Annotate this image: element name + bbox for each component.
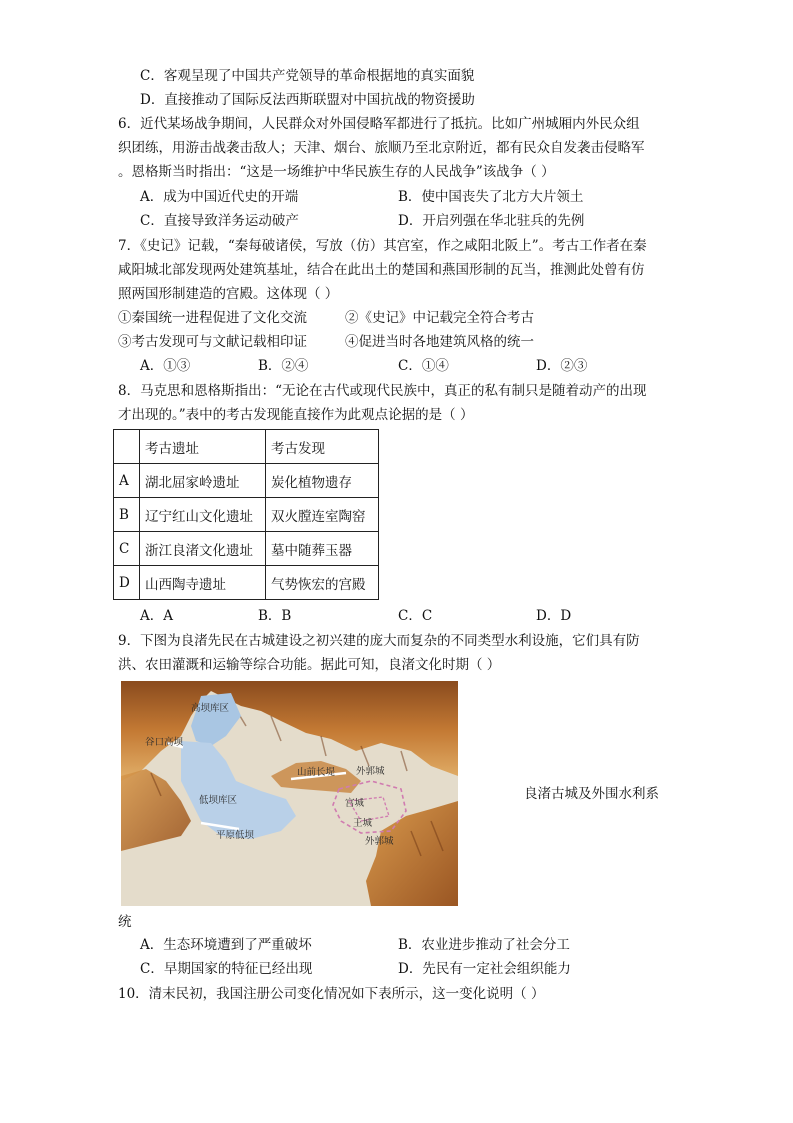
table-header-cell: 考古遗址: [140, 430, 266, 464]
q9-stem-line2: 洪、农田灌溉和运输等综合功能。据此可知，良渚文化时期（ ）: [118, 657, 501, 673]
table-row: [114, 566, 379, 600]
map-label-high-dam-area: 高坝库区: [191, 703, 230, 714]
liangzhu-water-system-map: [121, 681, 458, 906]
q7-statement-3: ③考古发现可与文献记载相印证: [118, 334, 307, 350]
map-label-royal-city: 王城: [353, 818, 373, 829]
table-row: [114, 464, 379, 498]
map-label-outer-city-north: 外郭城: [356, 766, 385, 777]
q9-figure-caption: 良渚古城及外围水利系: [524, 786, 659, 802]
q8-stem-line2: 才出现的。”表中的考古发现能直接作为此观点论据的是（ ）: [118, 407, 474, 423]
table-cell-site: 湖北屈家岭遗址: [140, 464, 266, 498]
q8-archaeology-table: [113, 429, 379, 600]
q7-stem-line1: 7．《史记》记载，“秦每破诸侯，写放（仿）其宫室，作之咸阳北阪上”。考古工作者在秦: [118, 238, 647, 254]
table-cell-finding: 炭化植物遗存: [266, 464, 379, 498]
q6-option-c: C．直接导致洋务运动破产: [140, 213, 299, 229]
map-label-outer-city-south: 外郭城: [365, 836, 394, 847]
table-cell-option: A: [114, 464, 140, 498]
q6-option-d: D．开启列强在华北驻兵的先例: [398, 213, 585, 229]
q9-option-d: D．先民有一定社会组织能力: [398, 961, 571, 977]
q6-stem-line1: 6．近代某场战争期间，人民群众对外国侵略军都进行了抵抗。比如广州城厢内外民众组: [118, 116, 640, 132]
map-label-plain-low-dam: 平原低坝: [216, 830, 255, 841]
table-cell-option: C: [114, 532, 140, 566]
q9-option-b: B．农业进步推动了社会分工: [398, 937, 570, 953]
q6-stem-line3: 。恩格斯当时指出：“这是一场维护中华民族生存的人民战争”该战争（ ）: [118, 164, 555, 180]
q7-option-d: D．②③: [536, 358, 588, 374]
table-cell-finding: 墓中随葬玉器: [266, 532, 379, 566]
table-cell-site: 辽宁红山文化遗址: [140, 498, 266, 532]
q7-option-a: A．①③: [140, 358, 191, 374]
q5-option-c: C．客观呈现了中国共产党领导的革命根据地的真实面貌: [140, 68, 475, 84]
table-cell-site: 山西陶寺遗址: [140, 566, 266, 600]
q6-option-a: A．成为中国近代史的开端: [140, 189, 299, 205]
map-label-low-dam-area: 低坝库区: [199, 795, 238, 806]
q7-option-c: C．①④: [398, 358, 449, 374]
q7-stem-line2: 咸阳城北部发现两处建筑基址，结合在此出土的楚国和燕国形制的瓦当，推测此处曾有仿: [118, 262, 645, 278]
table-header-row: [114, 430, 379, 464]
table-cell-option: D: [114, 566, 140, 600]
q6-stem-line2: 织团练，用游击战袭击敌人；天津、烟台、旅顺乃至北京附近，都有民众自发袭击侵略军: [118, 140, 645, 156]
q8-option-c: C．C: [398, 608, 433, 624]
q8-option-d: D．D: [536, 608, 572, 624]
q7-statement-2: ②《史记》中记载完全符合考古: [345, 310, 534, 326]
q8-option-b: B．B: [258, 608, 292, 624]
q5-option-d: D．直接推动了国际反法西斯联盟对中国抗战的物资援助: [140, 92, 475, 108]
q9-option-c: C．早期国家的特征已经出现: [140, 961, 313, 977]
q7-statement-1: ①秦国统一进程促进了文化交流: [118, 310, 307, 326]
map-label-palace-city: 宫城: [345, 798, 365, 809]
q7-stem-line3: 照两国形制建造的宫殿。这体现（ ）: [118, 286, 339, 302]
table-cell-option: B: [114, 498, 140, 532]
q7-option-b: B．②④: [258, 358, 309, 374]
map-label-gukou-high-dam: 谷口高坝: [145, 737, 184, 748]
table-cell-finding: 双火膛连室陶窑: [266, 498, 379, 532]
table-header-cell: 考古发现: [266, 430, 379, 464]
q8-stem-line1: 8．马克思和恩格斯指出：“无论在古代或现代民族中，真正的私有制只是随着动产的出现: [118, 383, 647, 399]
q7-statement-4: ④促进当时各地建筑风格的统一: [345, 334, 534, 350]
table-row: [114, 532, 379, 566]
q10-stem-line1: 10．清末民初，我国注册公司变化情况如下表所示，这一变化说明（ ）: [118, 986, 545, 1002]
q6-option-b: B．使中国丧失了北方大片领土: [398, 189, 584, 205]
table-cell-finding: 气势恢宏的宫殿: [266, 566, 379, 600]
table-header-cell: [114, 430, 140, 464]
q9-option-a: A．生态环境遭到了严重破坏: [140, 937, 312, 953]
q9-figure-caption-continued: 统: [118, 914, 132, 930]
q9-stem-line1: 9．下图为良渚先民在古城建设之初兴建的庞大而复杂的不同类型水利设施，它们具有防: [118, 633, 640, 649]
table-row: [114, 498, 379, 532]
table-cell-site: 浙江良渚文化遗址: [140, 532, 266, 566]
q8-option-a: A．A: [140, 608, 173, 624]
map-label-shanqian-dike: 山前长堤: [297, 767, 336, 778]
